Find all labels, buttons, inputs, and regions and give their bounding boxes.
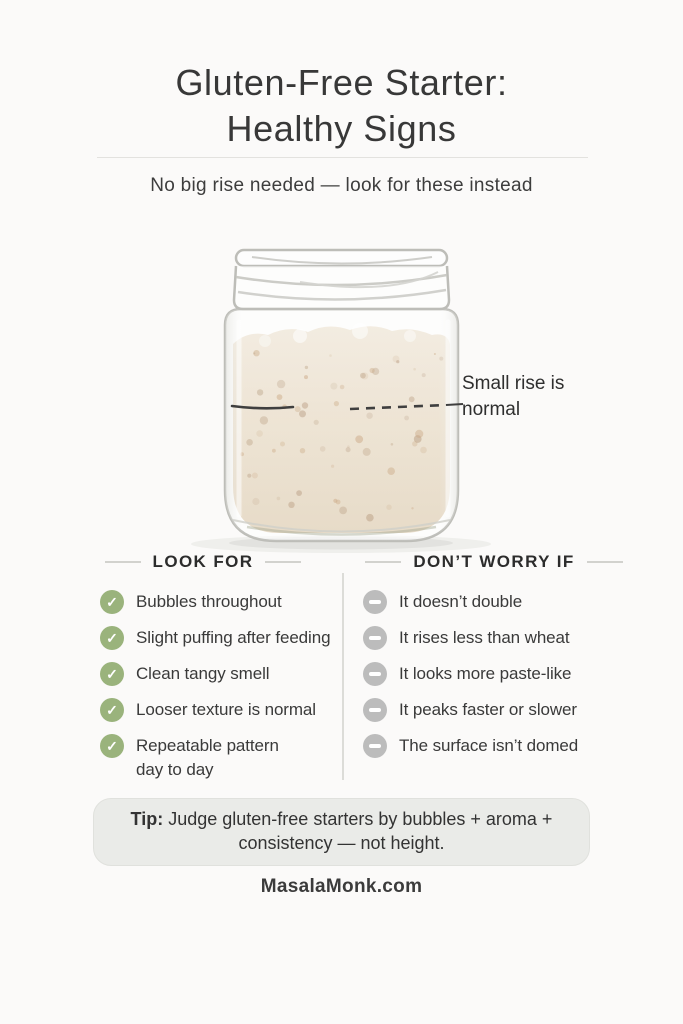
header-dash (265, 561, 301, 563)
header-dash (105, 561, 141, 563)
minus-icon (363, 698, 387, 722)
brand-footer: MasalaMonk.com (260, 876, 423, 897)
list-item (100, 698, 330, 722)
column-divider (342, 573, 344, 780)
list-item-label: Slight puffing after feeding (136, 628, 331, 647)
minus-icon (363, 590, 387, 614)
dont-worry-list (363, 590, 578, 770)
page-title-line2: Healthy Signs (226, 108, 457, 149)
page-title-line1: Gluten-Free Starter: (175, 62, 508, 103)
tip-text: Judge gluten-free starters by bubbles + aroma + consistency — not height. (168, 809, 553, 853)
list-item-label: Repeatable pattern day to day (136, 736, 279, 779)
list-item (363, 626, 578, 650)
minus-icon (363, 734, 387, 758)
header-divider (97, 157, 588, 158)
list-item (100, 590, 330, 614)
check-icon (100, 626, 124, 650)
dont-worry-header (343, 552, 645, 572)
list-item (363, 590, 578, 614)
check-icon (100, 734, 124, 758)
list-item-label: The surface isn’t domed (399, 736, 579, 755)
check-icon (100, 698, 124, 722)
check-icon (100, 590, 124, 614)
minus-icon (363, 626, 387, 650)
header-dash (587, 561, 623, 563)
list-item (363, 662, 578, 686)
list-item (363, 734, 578, 758)
list-item-label: Looser texture is normal (136, 700, 316, 719)
list-item (100, 734, 330, 782)
list-item-label: It peaks faster or slower (399, 700, 577, 719)
list-item (100, 662, 330, 686)
list-item-label: It doesn’t double (399, 592, 523, 611)
list-item (363, 698, 578, 722)
minus-icon (363, 662, 387, 686)
tip-box (93, 798, 590, 866)
look-for-header (52, 552, 354, 572)
list-item-label: It rises less than wheat (399, 628, 570, 647)
page-title (0, 60, 683, 152)
rise-annotation-label: Small rise is normal (462, 373, 565, 420)
look-for-heading: LOOK FOR (152, 552, 254, 571)
look-for-list (100, 590, 330, 794)
header-dash (365, 561, 401, 563)
list-item-label: It looks more paste-like (399, 664, 572, 683)
subtitle: No big rise needed — look for these instead (150, 175, 533, 196)
dont-worry-heading: DON’T WORRY IF (413, 552, 575, 571)
list-item (100, 626, 330, 650)
check-icon (100, 662, 124, 686)
list-item-label: Clean tangy smell (136, 664, 270, 683)
tip-label: Tip: (130, 809, 164, 829)
list-item-label: Bubbles throughout (136, 592, 282, 611)
